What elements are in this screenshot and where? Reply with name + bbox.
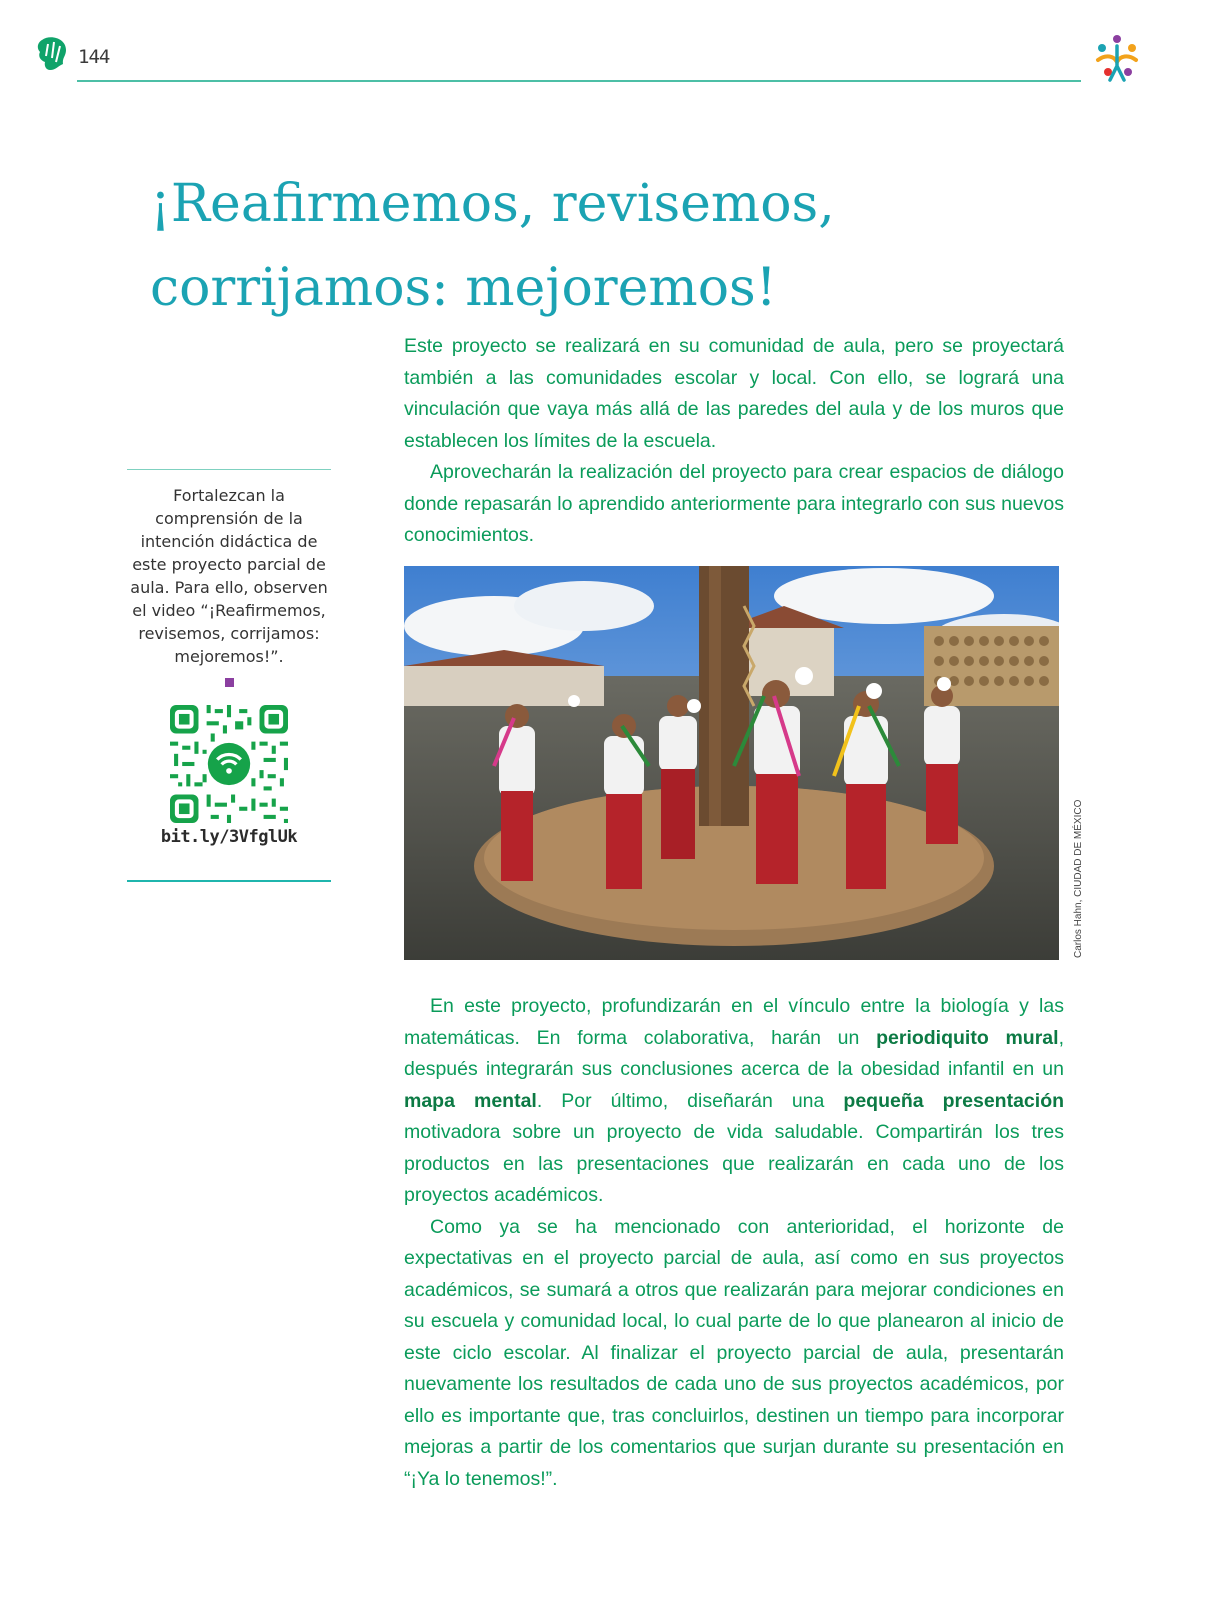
main-section (404, 991, 1064, 1495)
qr-code-icon[interactable] (170, 705, 288, 823)
body-paragraph-3 (404, 991, 1064, 1212)
body-paragraph-4: Como ya se ha mencionado con anterioridad, el horizonte de expectativas en el proyecto parcial de aula, así como en sus proyectos académicos, se sumará a otros que realizarán para mejorar condiciones en su escuela y comunidad local, lo cual parte de lo que planearon al inicio de este ciclo escolar. Al finalizar el proyecto parcial de aula, presentarán nuevamente los resultados de cada uno de sus proyectos académicos, por ello es importante que, tras concluirlos, destinen un tiempo para incorporar mejoras a partir de los comentarios que surjan durante su presentación en “¡Ya lo tenemos!”. (404, 1215, 1064, 1490)
video-link[interactable]: bit.ly/3VfglUk (160, 827, 298, 847)
bold-term-periodiquito: periodiquito mural (876, 1026, 1059, 1049)
page-number: 144 (78, 46, 110, 68)
p3-text-1: En este proyecto, profundizarán en el vínculo entre la biología y las matemáticas. En forma colaborativa, harán un (404, 995, 1064, 1049)
intro-section (404, 331, 1064, 552)
bold-term-presentacion: pequeña presentación (843, 1089, 1065, 1112)
voladores-photo (404, 566, 1059, 960)
sidebar-bullet (225, 678, 234, 687)
p3-text-3: . Por último, diseñarán una (536, 1089, 844, 1112)
community-logo-icon (1090, 32, 1144, 86)
title-line-1: ¡Reafirmemos, revisemos, (150, 174, 835, 234)
head-profile-icon (36, 36, 70, 72)
photo-credit: Carlos Hahn, CIUDAD DE MÉXICO (1073, 799, 1084, 958)
sidebar-video-box (127, 469, 331, 882)
header-rule (77, 80, 1081, 82)
page-title (150, 162, 950, 330)
intro-paragraph-2: Aprovecharán la realización del proyecto para crear espacios de diálogo donde repasarán lo aprendido anteriormente para integrarlo con sus nuevos conocimientos. (404, 461, 1064, 546)
p3-text-4: motivadora sobre un proyecto de vida saludable. Compartirán los tres productos en las presentaciones que realizarán en cada uno de los proyectos académicos. (404, 1121, 1064, 1206)
bold-term-mapa: mapa mental (404, 1089, 537, 1112)
title-line-2: corrijamos: mejoremos! (150, 258, 777, 318)
intro-paragraph-1: Este proyecto se realizará en su comunidad de aula, pero se proyectará también a las comunidades escolar y local. Con ello, se logrará una vinculación que vaya más allá de las paredes del aula y de los muros que establecen los límites de la escuela. (404, 335, 1064, 452)
p3-text-2: , después integrarán sus conclusiones acerca de la obesidad infantil en un (404, 1026, 1064, 1080)
sidebar-text: Fortalezcan la comprensión de la intención didáctica de este proyecto parcial de aula. Para ello, observen el video “¡Reafirmemos, revisemos, corrijamos: mejoremos!”. (130, 486, 328, 666)
